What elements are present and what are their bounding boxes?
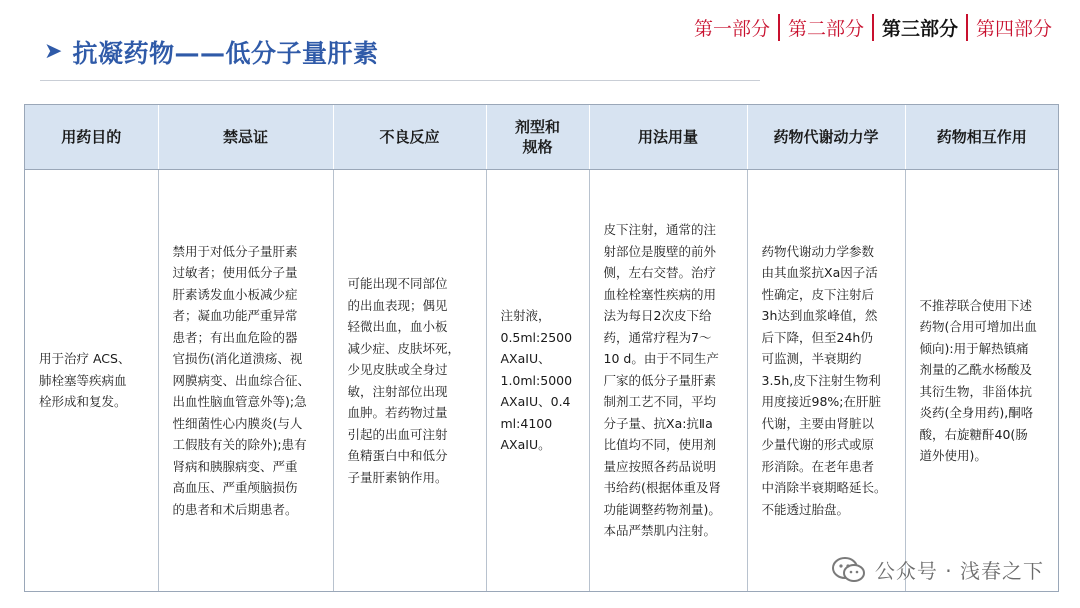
table-row bbox=[25, 170, 1058, 592]
slide-title-row bbox=[44, 30, 378, 74]
header-adverse-reactions: 不良反应 bbox=[333, 105, 486, 170]
watermark-label: 公众号 · 浅春之下 bbox=[874, 559, 1044, 583]
header-pharmacokinetics: 药物代谢动力学 bbox=[747, 105, 905, 170]
cell-dosage-form: 注射液， 0.5ml:2500 AXaIU、 1.0ml:5000 AXaIU、0.4 ml:4100 AXaIU。 bbox=[486, 170, 589, 592]
header-dosage-form: 剂型和 规格 bbox=[486, 105, 589, 170]
header-contraindications: 禁忌证 bbox=[158, 105, 333, 170]
section-nav bbox=[686, 12, 1060, 42]
header-purpose: 用药目的 bbox=[25, 105, 158, 170]
slide-title: 抗凝药物——低分子量肝素 bbox=[72, 39, 379, 68]
nav-part-1[interactable]: 第一部分 bbox=[693, 17, 770, 40]
header-usage: 用法用量 bbox=[589, 105, 747, 170]
cell-pharmacokinetics: 药物代谢动力学参数 由其血浆抗Xa因子活 性确定，皮下注射后 3h达到血浆峰值，然 后下降，但至24h仍 可监测，半衰期约 3.5h,皮下注射生物利 用度接近98%;在肝脏 代谢，主要由肾脏以 少量代谢的形式或原 形消除。在老年患者 中消除半衰期略延长。 不能透过胎盘。 bbox=[747, 170, 905, 592]
nav-part-3[interactable]: 第三部分 bbox=[872, 14, 966, 41]
cell-adverse-reactions: 可能出现不同部位 的出血表现；偶见 轻微出血，血小板 减少症、皮肤坏死， 少见皮肤或全身过 敏，注射部位出现 血肿。若药物过量 引起的出血可注射 鱼精蛋白中和低分 子量肝素钠作用。 bbox=[333, 170, 486, 592]
drug-info-table bbox=[24, 104, 1059, 592]
header-interactions: 药物相互作用 bbox=[905, 105, 1058, 170]
title-divider bbox=[40, 80, 760, 81]
nav-part-4[interactable]: 第四部分 bbox=[966, 14, 1060, 41]
cell-interactions: 不推荐联合使用下述 药物(合用可增加出血 倾向):用于解热镇痛 剂量的乙酰水杨酸及 其衍生物，非甾体抗 炎药(全身用药),酮咯 酸，右旋糖酐40(肠 道外使用)。 bbox=[919, 297, 1037, 463]
table-header-row bbox=[25, 105, 1058, 170]
cell-purpose: 用于治疗 ACS、 肺栓塞等疾病血 栓形成和复发。 bbox=[25, 170, 158, 592]
cell-usage: 皮下注射，通常的注 射部位是腹壁的前外 侧，左右交替。治疗 血栓栓塞性疾病的用 法为每日2次皮下给 药，通常疗程为7～ 10 d。由于不同生产 厂家的低分子量肝素 制剂工艺不同，平均 分子量、抗Xa:抗Ⅱa 比值均不同，使用剂 量应按照各药品说明 书给药(根据体重及肾 功能调整药物剂量)。 本品严禁肌内注射。 bbox=[589, 170, 747, 592]
account-watermark bbox=[831, 555, 1044, 584]
wechat-icon bbox=[831, 556, 867, 584]
cell-contraindications: 禁用于对低分子量肝素 过敏者；使用低分子量 肝素诱发血小板减少症 者；凝血功能严重异常 患者；有出血危险的器 官损伤(消化道溃疡、视 网膜病变、出血综合征、 出血性脑血管意外等);急 性细菌性心内膜炎(与人 工假肢有关的除外);患有 肾病和胰腺病变、严重 高血压、严重颅脑损伤 的患者和术后期患者。 bbox=[158, 170, 333, 592]
arrow-right-icon: ➤ bbox=[44, 39, 63, 64]
nav-part-2[interactable]: 第二部分 bbox=[778, 14, 872, 41]
